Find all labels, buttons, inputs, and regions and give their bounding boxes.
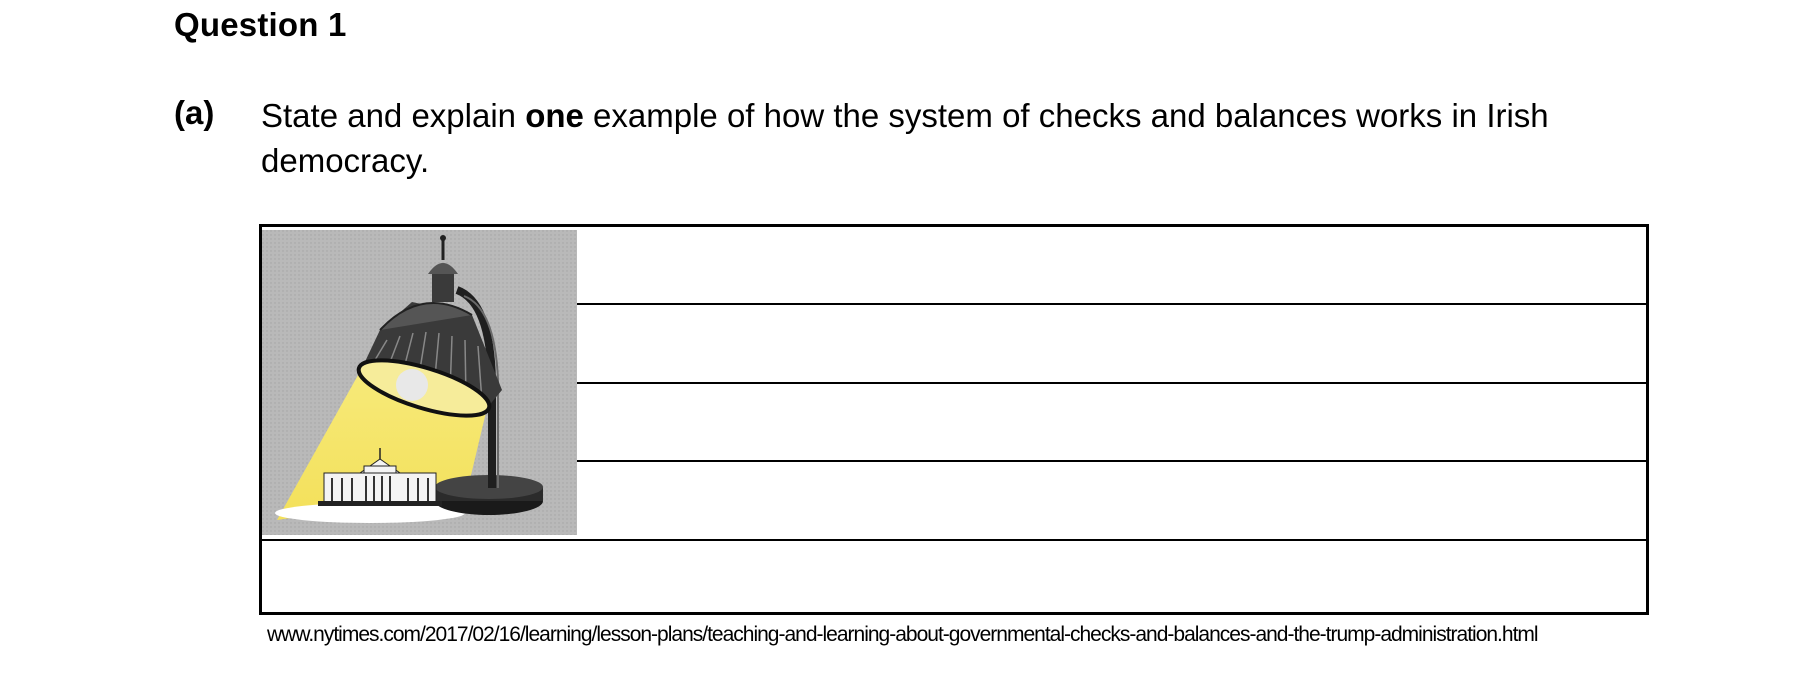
source-url: www.nytimes.com/2017/02/16/learning/lesson-plans/teaching-and-learning-about-governmental-checks-and-balances-and-the-trump-administration.html (267, 623, 1538, 646)
question-heading: Question 1 (174, 6, 347, 43)
prompt-emphasis: one (525, 97, 584, 134)
question-prompt (261, 93, 1661, 183)
answer-line[interactable] (577, 303, 1649, 305)
prompt-text-start: State and explain (261, 97, 526, 134)
answer-line[interactable] (262, 539, 1649, 541)
capitol-lamp-illustration (262, 230, 577, 535)
answer-line[interactable] (577, 460, 1649, 462)
prompt-text-end: example of how the system of checks and balances works in Irish democracy. (261, 97, 1549, 179)
capitol-dome-lamp-icon (262, 230, 577, 535)
part-label: (a) (174, 94, 215, 131)
answer-line[interactable] (577, 382, 1649, 384)
